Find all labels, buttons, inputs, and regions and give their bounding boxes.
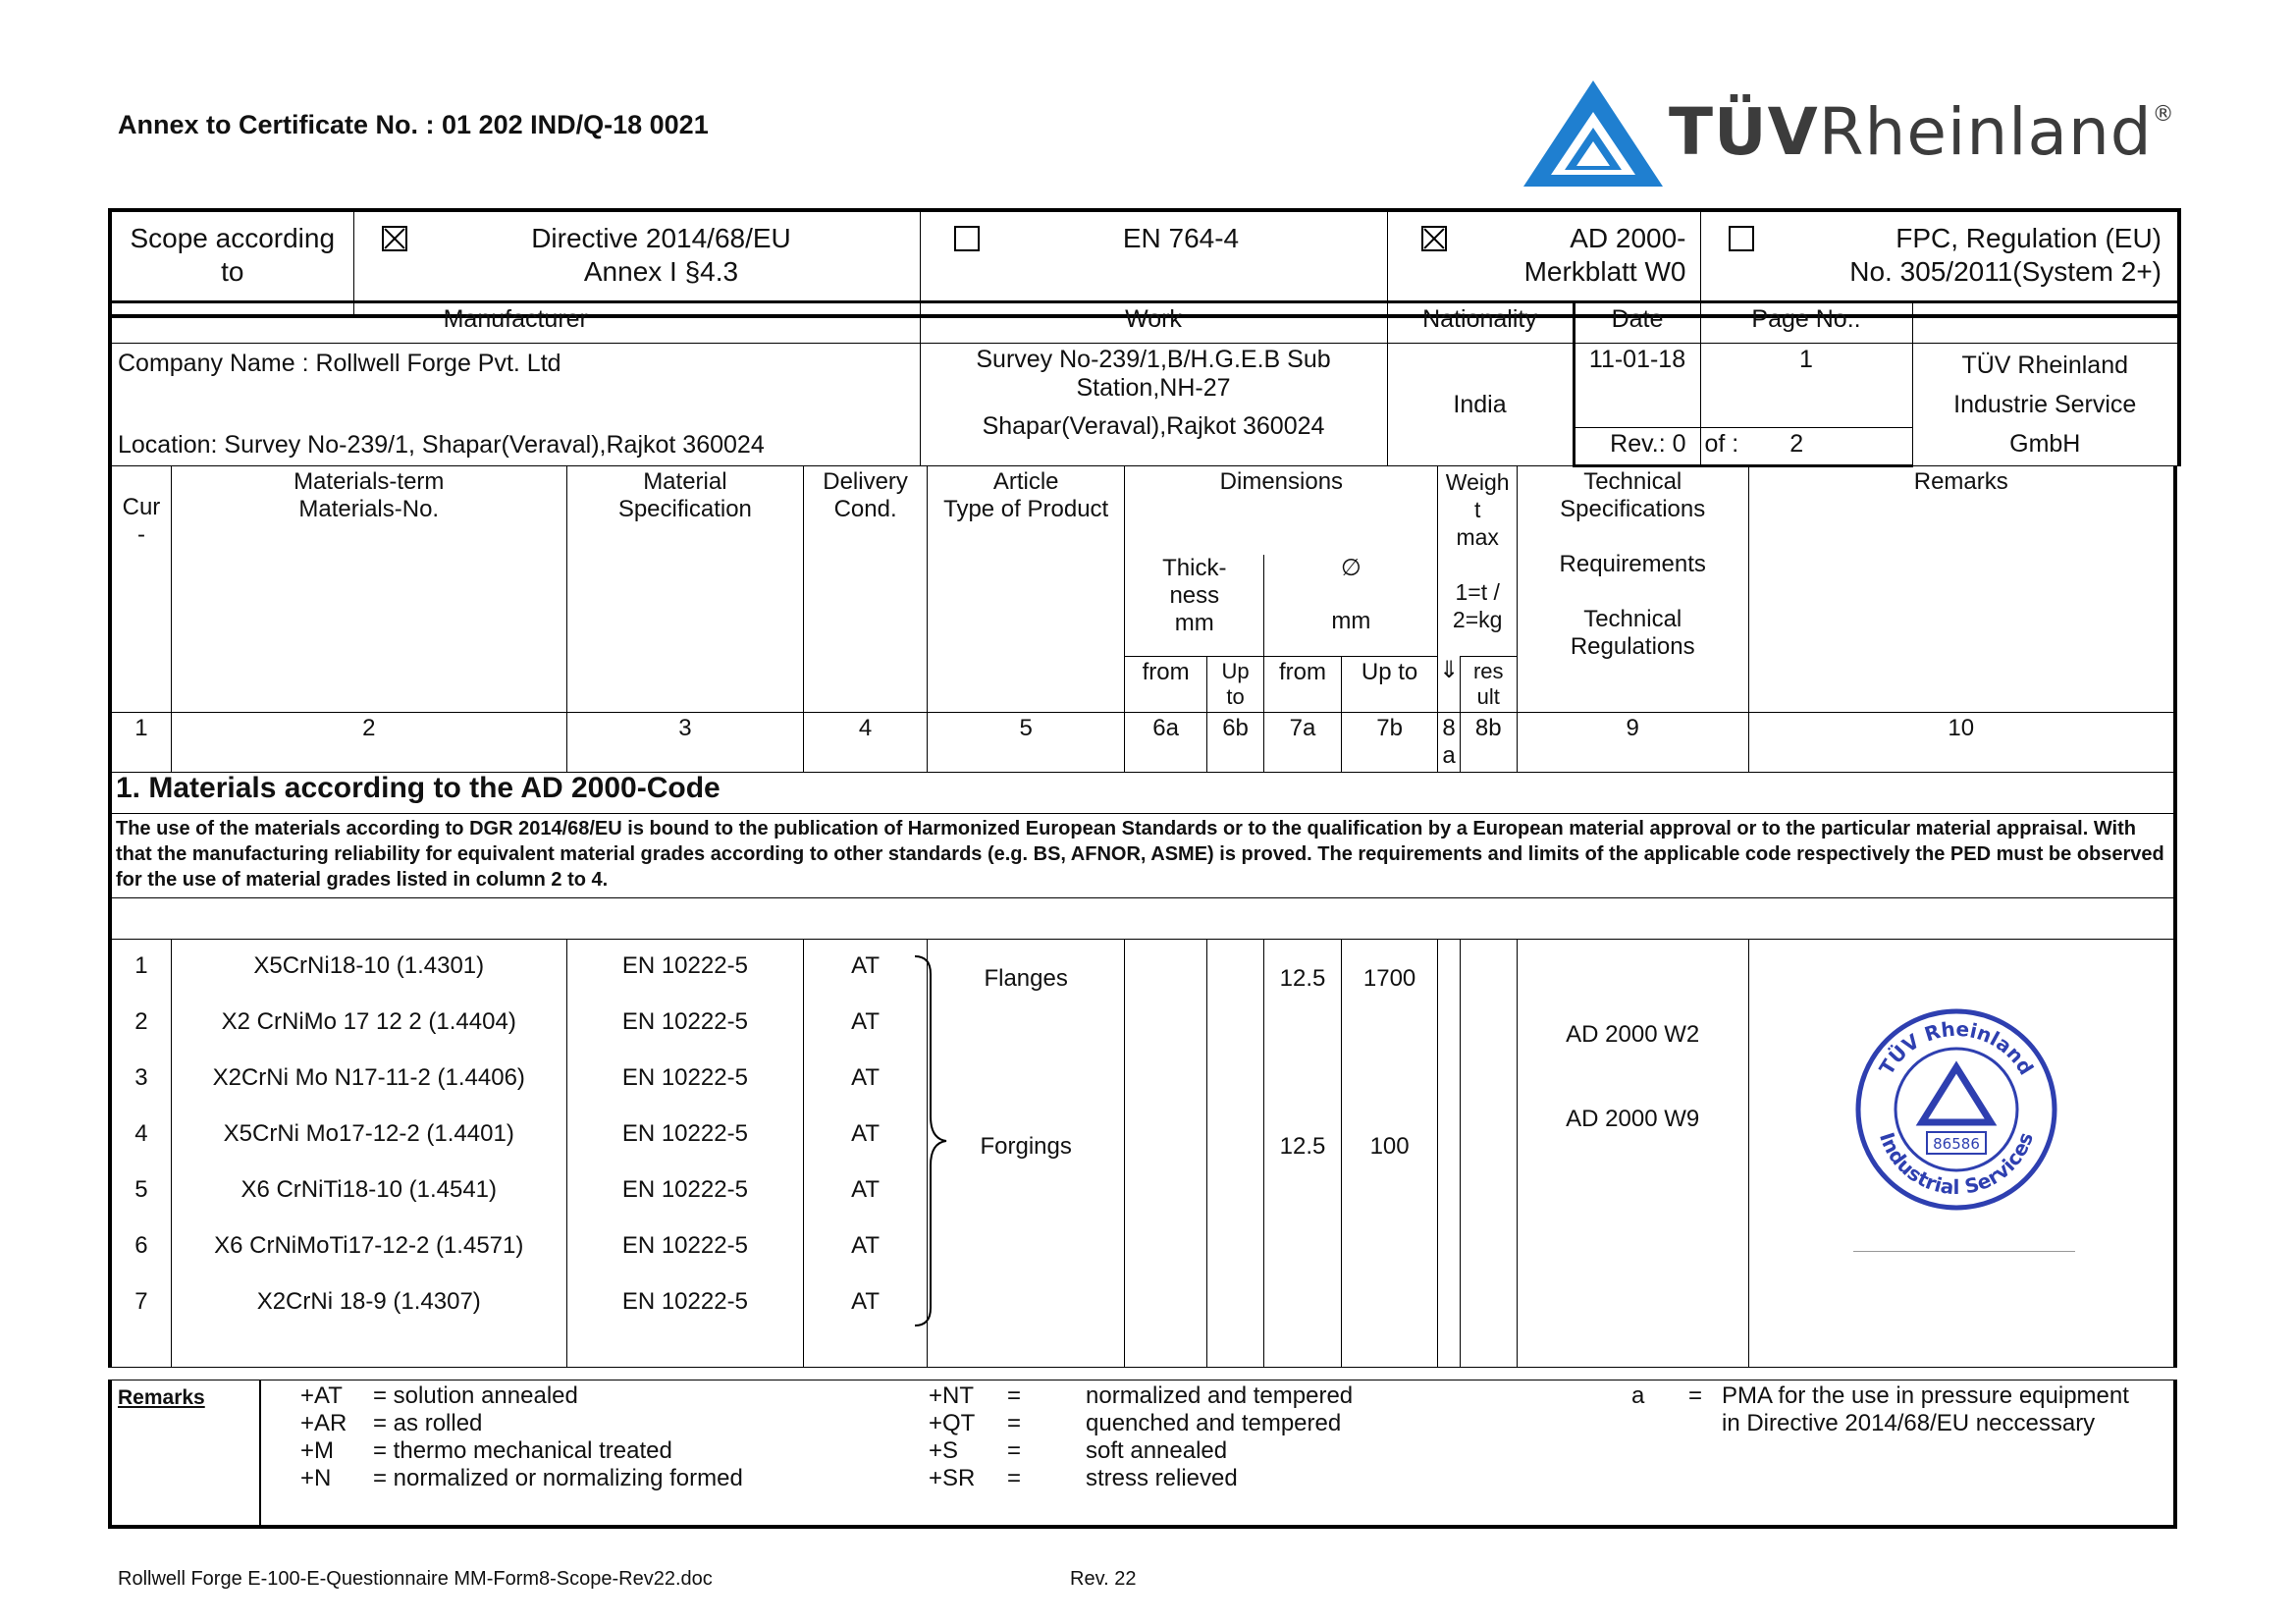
work-header: Work [920, 302, 1387, 344]
remark-desc: = as rolled [373, 1410, 483, 1436]
col-thickness-upto: Up to [1206, 657, 1263, 713]
company-name: Company Name : Rollwell Forge Pvt. Ltd [118, 350, 561, 377]
list-item: AT [851, 1232, 881, 1259]
product-flanges: Flanges [984, 965, 1068, 992]
col-number: 8b [1460, 713, 1517, 773]
work-address-line1: Survey No-239/1,B/H.G.E.B Sub [976, 346, 1331, 373]
remark-code: +N [300, 1465, 332, 1491]
unchecked-box-icon[interactable] [954, 226, 980, 251]
certificate-title: Annex to Certificate No. : 01 202 IND/Q-18 0021 [118, 110, 709, 139]
tech-spec-w9: AD 2000 W9 [1566, 1106, 1700, 1132]
page-value: 1 [1700, 344, 1912, 428]
list-item: X6 CrNiTi18-10 (1.4541) [240, 1176, 498, 1203]
remark-eq: = [1007, 1465, 1022, 1491]
list-item: 6 [134, 1232, 148, 1259]
scope-option-directive: Directive 2014/68/EU Annex I §4.3 [353, 210, 920, 316]
list-item: AT [851, 952, 881, 979]
tuv-logo [1520, 77, 2175, 192]
nationality-value: India [1387, 344, 1574, 466]
weight-result-cell [1460, 940, 1517, 1368]
logo-wordmark: TÜVRheinland® [1669, 94, 2175, 170]
col-remarks-header: Remarks [1748, 466, 2175, 713]
col-spec-header: Material Specification [566, 466, 804, 713]
scope-option-en764: EN 764-4 [920, 210, 1387, 316]
remark-desc: PMA for the use in pressure equipment [1722, 1382, 2129, 1409]
remark-eq: = [1007, 1437, 1022, 1464]
col-weight-result: res ult [1460, 657, 1517, 713]
remark-eq: = [1007, 1382, 1022, 1409]
col-weight-header: Weigh t max 1=t / 2=kg [1438, 466, 1518, 657]
flanges-dia-to: 1700 [1362, 965, 1416, 992]
diameter-upto-cell [1341, 940, 1438, 1368]
col-article-header: Article Type of Product [928, 466, 1125, 713]
footer-revision: Rev. 22 [1070, 1568, 1137, 1590]
weight-arrow-cell [1438, 940, 1460, 1368]
col-number: 4 [804, 713, 928, 773]
col-number: 9 [1517, 713, 1748, 773]
work-cell [920, 344, 1387, 466]
list-item: EN 10222-5 [621, 1232, 748, 1259]
section-text: The use of the materials according to DGR 2014/68/EU is bound to the publication of Harmonized European Standards or to the qualification by a European material approval or to the particular material appraisal. With that the manufacturing reliability for equivalent material grades according to other standards (e.g. BS, AFNOR, ASME) is proved. The requirements and limits of the applicable code respectively the PED must be observed for the use of material grades listed in column 2 to 4. [110, 814, 2175, 898]
col-cur-header: Cur - [110, 466, 171, 713]
list-item: AT [851, 1008, 881, 1035]
rev-value: Rev.: 0 [1574, 428, 1700, 466]
remarks-box [108, 1380, 2177, 1529]
stamp-signature-line [1853, 1251, 2075, 1252]
list-item: X2CrNi Mo N17-11-2 (1.4406) [212, 1064, 525, 1091]
remark-eq: = [1688, 1382, 1703, 1409]
work-address-line2: Station,NH-27 [1076, 374, 1231, 402]
remark-code: +M [300, 1437, 335, 1464]
flanges-dia-from: 12.5 [1279, 965, 1326, 992]
issuer-line1: TÜV Rheinland [1961, 352, 2129, 379]
col-number: 8 a [1438, 713, 1460, 773]
svg-text:86586: 86586 [1933, 1135, 1980, 1153]
manufacturer-header: Manufacturer [110, 302, 920, 344]
list-item: 3 [134, 1064, 148, 1091]
column-number-row [110, 713, 2175, 773]
remark-code: +AT [300, 1382, 343, 1409]
remark-desc: quenched and tempered [1086, 1410, 1342, 1436]
issuer-line3: GmbH [2009, 430, 2081, 458]
col-diameter-upto: Up to [1341, 657, 1438, 713]
col-diameter-header: ∅ mm [1264, 555, 1438, 657]
unchecked-box-icon[interactable] [1729, 226, 1754, 251]
remark-desc: = normalized or normalizing formed [373, 1465, 743, 1491]
svg-text:TÜV Rheinland: TÜV Rheinland [1874, 1016, 2039, 1079]
company-cell [110, 344, 920, 466]
list-item: EN 10222-5 [621, 1176, 748, 1203]
list-item: X5CrNi18-10 (1.4301) [253, 952, 485, 979]
col-number: 6a [1125, 713, 1207, 773]
col-number: 1 [110, 713, 171, 773]
remark-desc: = solution annealed [373, 1382, 578, 1409]
col-materials-header: Materials-term Materials-No. [171, 466, 566, 713]
technical-spec-cell [1517, 940, 1748, 1368]
col-number: 6b [1206, 713, 1263, 773]
material-conditions [804, 940, 928, 1368]
col-number: 10 [1748, 713, 2175, 773]
list-item: EN 10222-5 [621, 1064, 748, 1091]
checked-box-icon[interactable] [1421, 226, 1447, 251]
remark-desc: soft annealed [1086, 1437, 1228, 1464]
col-thickness-header: Thick- ness mm [1125, 555, 1264, 657]
col-number: 7a [1264, 713, 1342, 773]
thickness-upto-cell [1206, 940, 1263, 1368]
down-arrow-icon: ⇓ [1438, 657, 1460, 713]
of-cell: of : 2 [1700, 428, 1912, 466]
scope-option-fpc: FPC, Regulation (EU) No. 305/2011(System 2+) [1700, 210, 2179, 316]
svg-text:Industrial Services: Industrial Services [1875, 1129, 2039, 1200]
products-cell [928, 940, 1125, 1368]
list-item: X2CrNi 18-9 (1.4307) [256, 1288, 481, 1315]
col-delivery-header: Delivery Cond. [804, 466, 928, 713]
list-item: 2 [134, 1008, 148, 1035]
list-item: EN 10222-5 [621, 1120, 748, 1147]
remark-code: a [1631, 1382, 1645, 1409]
list-item: AT [851, 1288, 881, 1315]
remark-desc: in Directive 2014/68/EU neccessary [1722, 1410, 2096, 1436]
col-dimensions-header: Dimensions [1125, 466, 1438, 555]
nationality-header: Nationality [1387, 302, 1574, 344]
remarks-divider [259, 1380, 261, 1525]
materials-table [108, 465, 2177, 1368]
list-item: 4 [134, 1120, 148, 1147]
list-item: AT [851, 1120, 881, 1147]
issuer-cell [1912, 344, 2179, 466]
material-numbers [110, 940, 171, 1368]
blank-row [110, 898, 2175, 940]
list-item: 5 [134, 1176, 148, 1203]
remark-code: +NT [929, 1382, 975, 1409]
col-thickness-from: from [1125, 657, 1207, 713]
list-item: 7 [134, 1288, 148, 1315]
remark-eq: = [1007, 1410, 1022, 1436]
company-location: Location: Survey No-239/1, Shapar(Veraval),Rajkot 360024 [118, 431, 765, 459]
col-number: 2 [171, 713, 566, 773]
issuer-line2: Industrie Service [1953, 391, 2137, 418]
list-item: EN 10222-5 [621, 952, 748, 979]
remark-desc: normalized and tempered [1086, 1382, 1354, 1409]
col-number: 5 [928, 713, 1125, 773]
list-item: AT [851, 1064, 881, 1091]
tuv-triangle-icon [1520, 77, 1667, 192]
thickness-from-cell [1125, 940, 1207, 1368]
checked-box-icon[interactable] [382, 226, 407, 251]
material-specs [566, 940, 804, 1368]
empty-header-cell [1912, 302, 2179, 344]
remark-code: +AR [300, 1410, 347, 1436]
remark-code: +QT [929, 1410, 976, 1436]
forgings-dia-to: 100 [1369, 1133, 1410, 1160]
col-technical-header: Technical Specifications Requirements Technical Regulations [1517, 466, 1748, 713]
page-no-header: Page No.. [1700, 302, 1912, 344]
col-number: 7b [1341, 713, 1438, 773]
curly-brace-icon [913, 954, 952, 1327]
list-item: EN 10222-5 [621, 1288, 748, 1315]
product-forgings: Forgings [980, 1133, 1072, 1160]
list-item: X6 CrNiMoTi17-12-2 (1.4571) [214, 1232, 524, 1259]
remarks-label: Remarks [118, 1386, 205, 1409]
section-title: 1. Materials according to the AD 2000-Code [110, 773, 2175, 814]
list-item: 1 [134, 952, 148, 979]
remark-desc: stress relieved [1086, 1465, 1238, 1491]
material-names [171, 940, 566, 1368]
diameter-from-cell [1264, 940, 1342, 1368]
manufacturer-table [108, 300, 2181, 467]
footer-document-name: Rollwell Forge E-100-E-Questionnaire MM-Form8-Scope-Rev22.doc [118, 1568, 713, 1590]
remark-code: +S [929, 1437, 959, 1464]
scope-option-ad2000: AD 2000- Merkblatt W0 [1387, 210, 1700, 316]
list-item: X2 CrNiMo 17 12 2 (1.4404) [221, 1008, 516, 1035]
list-item: AT [851, 1176, 881, 1203]
col-diameter-from: from [1264, 657, 1342, 713]
scope-label: Scope according to [110, 210, 353, 316]
date-value: 11-01-18 [1574, 344, 1700, 428]
remark-desc: = thermo mechanical treated [373, 1437, 672, 1464]
col-number: 3 [566, 713, 804, 773]
diameter-icon: ∅ [1340, 554, 1362, 581]
remark-code: +SR [929, 1465, 976, 1491]
list-item: X5CrNi Mo17-12-2 (1.4401) [223, 1120, 514, 1147]
date-header: Date [1574, 302, 1700, 344]
work-address-line3: Shapar(Veraval),Rajkot 360024 [982, 412, 1325, 440]
tech-spec-w2: AD 2000 W2 [1566, 1021, 1700, 1048]
tuv-stamp-icon [1853, 1006, 2059, 1213]
forgings-dia-from: 12.5 [1279, 1133, 1326, 1160]
list-item: EN 10222-5 [621, 1008, 748, 1035]
